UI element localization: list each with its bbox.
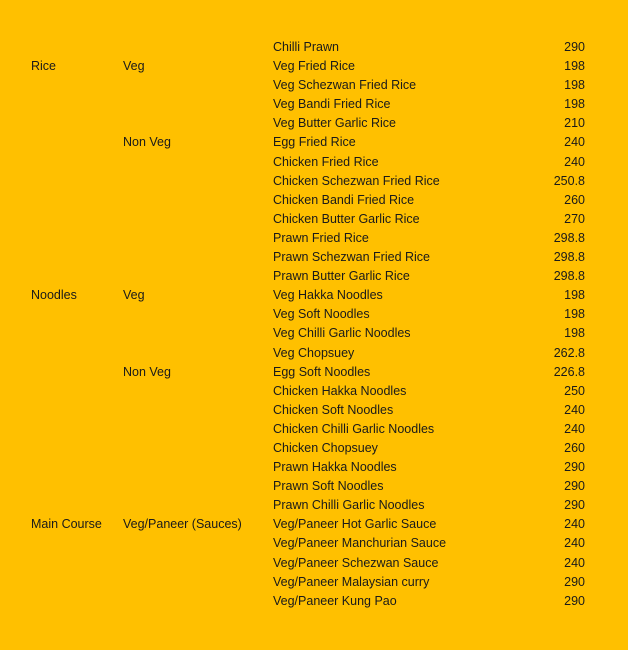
subcategory-label: Veg/Paneer (Sauces) — [123, 517, 242, 532]
menu-row — [0, 458, 628, 477]
menu-row — [0, 573, 628, 592]
menu-row — [0, 477, 628, 496]
menu-row — [0, 210, 628, 229]
item-price: 198 — [564, 288, 585, 303]
item-name: Chicken Bandi Fried Rice — [273, 192, 415, 207]
menu-row — [0, 114, 628, 133]
item-price: 226.8 — [553, 364, 585, 379]
item-name: Chicken Schezwan Fried Rice — [273, 173, 440, 188]
item-price: 210 — [564, 116, 585, 131]
menu-row — [0, 57, 628, 76]
item-price: 262.8 — [553, 345, 585, 360]
menu-row — [0, 38, 628, 57]
item-price: 198 — [564, 78, 585, 93]
item-price: 250.8 — [553, 173, 585, 188]
menu-row — [0, 95, 628, 114]
menu-table — [0, 38, 628, 611]
subcategory-label: Non Veg — [123, 364, 171, 379]
item-price: 240 — [564, 555, 585, 570]
item-price: 198 — [564, 59, 585, 74]
category-label: Main Course — [31, 517, 102, 532]
item-name: Prawn Schezwan Fried Rice — [273, 250, 431, 265]
item-name: Veg Fried Rice — [273, 59, 355, 74]
item-name: Veg Butter Garlic Rice — [273, 116, 396, 131]
item-name: Egg Fried Rice — [273, 135, 356, 150]
item-name: Veg Bandi Fried Rice — [273, 97, 391, 112]
menu-row — [0, 363, 628, 382]
menu-row — [0, 76, 628, 95]
item-price: 198 — [564, 307, 585, 322]
item-price: 240 — [564, 517, 585, 532]
item-name: Chicken Hakka Noodles — [273, 383, 407, 398]
item-price: 250 — [564, 383, 585, 398]
menu-row — [0, 248, 628, 267]
item-price: 290 — [564, 574, 585, 589]
item-name: Prawn Butter Garlic Rice — [273, 269, 410, 284]
item-price: 260 — [564, 192, 585, 207]
item-price: 290 — [564, 479, 585, 494]
item-name: Prawn Soft Noodles — [273, 479, 384, 494]
item-name: Veg Chilli Garlic Noodles — [273, 326, 411, 341]
item-price: 240 — [564, 402, 585, 417]
item-name: Veg Hakka Noodles — [273, 288, 383, 303]
menu-row — [0, 496, 628, 515]
item-price: 240 — [564, 536, 585, 551]
item-name: Prawn Fried Rice — [273, 230, 369, 245]
menu-row — [0, 515, 628, 534]
menu-row — [0, 382, 628, 401]
item-price: 290 — [564, 498, 585, 513]
menu-row — [0, 133, 628, 152]
item-name: Chicken Fried Rice — [273, 154, 379, 169]
item-price: 240 — [564, 421, 585, 436]
item-name: Prawn Hakka Noodles — [273, 460, 397, 475]
item-price: 260 — [564, 440, 585, 455]
item-name: Chilli Prawn — [273, 40, 339, 54]
item-name: Prawn Chilli Garlic Noodles — [273, 498, 425, 513]
menu-row — [0, 439, 628, 458]
menu-row — [0, 534, 628, 553]
menu-row — [0, 401, 628, 420]
menu-row — [0, 420, 628, 439]
item-name: Veg/Paneer Kung Pao — [273, 593, 397, 608]
menu-row — [0, 153, 628, 172]
item-name: Chicken Soft Noodles — [273, 402, 394, 417]
menu-row — [0, 344, 628, 363]
item-price: 298.8 — [553, 230, 585, 245]
item-name: Egg Soft Noodles — [273, 364, 371, 379]
item-name: Veg/Paneer Schezwan Sauce — [273, 555, 439, 570]
item-price: 240 — [564, 154, 585, 169]
menu-row — [0, 286, 628, 305]
item-price: 290 — [564, 593, 585, 608]
item-name: Veg Soft Noodles — [273, 307, 370, 322]
menu-row — [0, 172, 628, 191]
item-name: Veg Chopsuey — [273, 345, 355, 360]
item-price: 198 — [564, 97, 585, 112]
menu-row — [0, 554, 628, 573]
item-name: Veg/Paneer Hot Garlic Sauce — [273, 517, 437, 532]
item-name: Veg/Paneer Manchurian Sauce — [273, 536, 447, 551]
item-price: 290 — [564, 40, 585, 54]
item-price: 298.8 — [553, 269, 585, 284]
subcategory-label: Non Veg — [123, 135, 171, 150]
category-label: Noodles — [31, 288, 77, 303]
menu-row — [0, 305, 628, 324]
menu-row — [0, 324, 628, 343]
item-price: 198 — [564, 326, 585, 341]
item-name: Chicken Butter Garlic Rice — [273, 211, 420, 226]
item-price: 240 — [564, 135, 585, 150]
category-label: Rice — [31, 59, 57, 74]
subcategory-label: Veg — [123, 59, 145, 74]
item-price: 270 — [564, 211, 585, 226]
item-price: 290 — [564, 460, 585, 475]
item-price: 298.8 — [553, 250, 585, 265]
item-name: Veg/Paneer Malaysian curry — [273, 574, 430, 589]
item-name: Chicken Chopsuey — [273, 440, 378, 455]
item-name: Chicken Chilli Garlic Noodles — [273, 421, 435, 436]
subcategory-label: Veg — [123, 288, 145, 303]
menu-row — [0, 191, 628, 210]
item-name: Veg Schezwan Fried Rice — [273, 78, 417, 93]
menu-row — [0, 592, 628, 611]
menu-row — [0, 229, 628, 248]
menu-row — [0, 267, 628, 286]
